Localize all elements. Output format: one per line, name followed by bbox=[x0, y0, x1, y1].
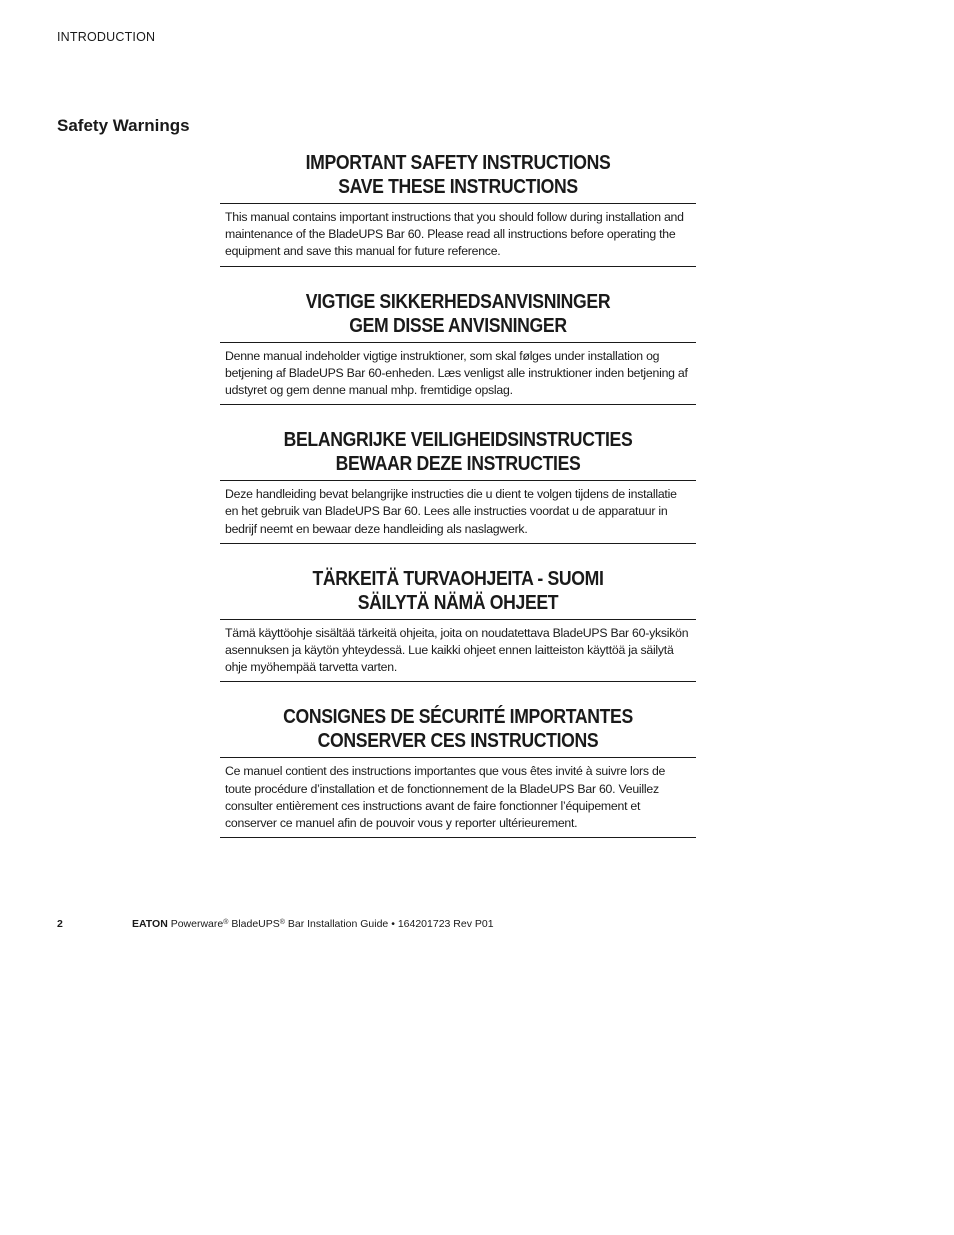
safety-block-dutch bbox=[220, 428, 696, 544]
heading-line-1: IMPORTANT SAFETY INSTRUCTIONS bbox=[305, 151, 611, 174]
footer-brand: EATON bbox=[132, 918, 168, 930]
block-heading bbox=[253, 290, 662, 338]
safety-block-english bbox=[220, 151, 696, 267]
heading-line-2: SAVE THESE INSTRUCTIONS bbox=[338, 175, 578, 198]
heading-line-1: VIGTIGE SIKKERHEDSANVISNINGER bbox=[305, 289, 611, 313]
heading-line-1: CONSIGNES DE SÉCURITÉ IMPORTANTES bbox=[283, 705, 633, 729]
block-heading bbox=[253, 705, 662, 753]
safety-block-finnish bbox=[220, 567, 696, 683]
footer-text bbox=[132, 918, 494, 930]
heading-line-2: CONSERVER CES INSTRUCTIONS bbox=[317, 729, 599, 753]
block-heading bbox=[253, 151, 662, 199]
heading-line-1: TÄRKEITÄ TURVAOHJEITA - SUOMI bbox=[312, 566, 604, 590]
block-body: Tämä käyttöohje sisältää tärkeitä ohjeita, joita on noudatettava BladeUPS Bar 60-yksikön asennuksen ja käytön yhteydessä. Lue kaikki ohjeet ennen laitteiston käyttöä ja säilytä ohje myöhempää tarvetta varten. bbox=[220, 619, 696, 683]
heading-line-1: BELANGRIJKE VEILIGHEIDSINSTRUCTIES bbox=[283, 428, 633, 452]
block-body: Denne manual indeholder vigtige instruktioner, som skal følges under installation og betjening af BladeUPS Bar 60-enheden. Læs venligst alle instruktioner inden betjening af udstyret og gem denne manual mhp. fremtidige opslag. bbox=[220, 342, 696, 406]
footer-guide: Bar Installation Guide bbox=[287, 918, 389, 930]
safety-block-french bbox=[220, 705, 696, 838]
block-heading bbox=[253, 567, 662, 615]
registered-mark: ® bbox=[279, 919, 285, 926]
footer-doc-id: 164201723 Rev P01 bbox=[397, 918, 494, 930]
running-header: INTRODUCTION bbox=[57, 30, 156, 44]
section-title: Safety Warnings bbox=[57, 116, 190, 135]
footer-product-2: BladeUPS bbox=[231, 918, 280, 930]
footer-bullet: • bbox=[391, 918, 395, 930]
heading-line-2: BEWAAR DEZE INSTRUCTIES bbox=[335, 452, 581, 476]
safety-blocks bbox=[220, 151, 696, 861]
page-number: 2 bbox=[57, 918, 63, 930]
block-body: Ce manuel contient des instructions importantes que vous êtes invité à suivre lors de toute procédure d’installation et de fonctionnement de la BladeUPS Bar 60. Veuillez consulter entièrement ces instructions avant de faire fonctionner l’équipement et conserver ce manuel afin de pouvoir vous y reporter ultérieurement. bbox=[220, 757, 696, 838]
block-body: Deze handleiding bevat belangrijke instructies die u dient te volgen tijdens de installatie en het gebruik van BladeUPS Bar 60. Lees alle instructies voordat u de apparatuur in bedrijf neemt en bewaar deze handleiding als naslagwerk. bbox=[220, 480, 696, 544]
heading-line-2: SÄILYTÄ NÄMÄ OHJEET bbox=[357, 590, 559, 614]
block-body: This manual contains important instructions that you should follow during installation and maintenance of the BladeUPS Bar 60. Please read all instructions before operating the equipment and save this manual for future reference. bbox=[220, 203, 696, 267]
heading-line-2: GEM DISSE ANVISNINGER bbox=[349, 313, 567, 337]
registered-mark: ® bbox=[223, 919, 229, 926]
footer-product-1: Powerware bbox=[170, 918, 224, 930]
block-heading bbox=[253, 428, 662, 476]
safety-block-danish bbox=[220, 290, 696, 406]
